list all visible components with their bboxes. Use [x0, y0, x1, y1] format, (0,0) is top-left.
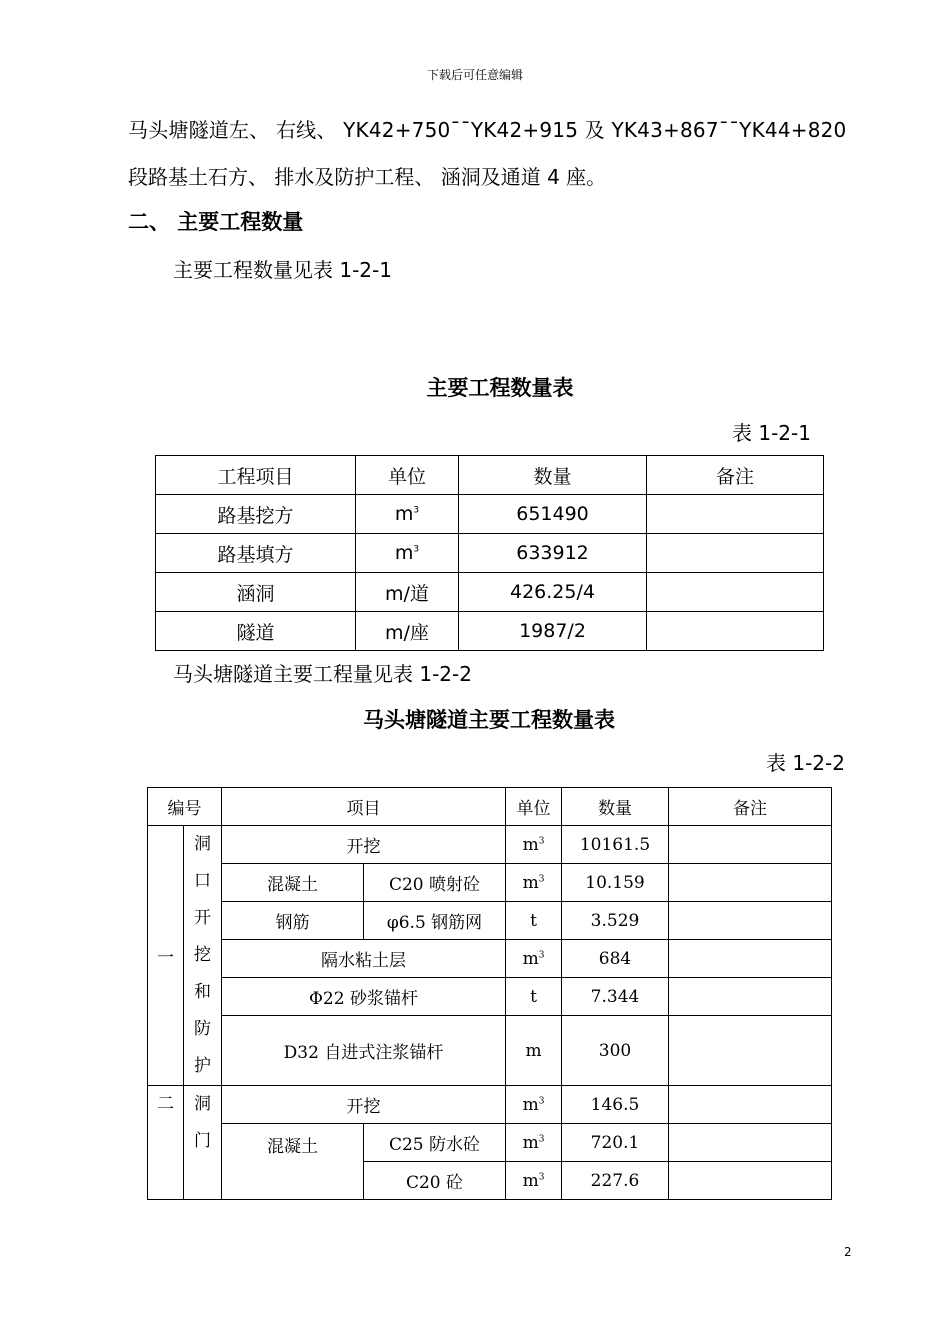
table-row [148, 940, 832, 978]
table-row [156, 612, 824, 651]
item-cell: Φ22 砂浆锚杆 [222, 978, 506, 1016]
group-number-cell: 二 [148, 1086, 184, 1200]
qty-cell: 227.6 [562, 1162, 669, 1200]
qty-cell: 10161.5 [562, 826, 669, 864]
header-cell: 单位 [356, 456, 459, 495]
item-cell: 开挖 [222, 826, 506, 864]
item-cell: D32 自进式注浆锚杆 [222, 1016, 506, 1086]
unit-cell: $m^3$ [506, 864, 562, 902]
page-header: 下载后可任意编辑 [426, 68, 523, 82]
qty-cell: 720.1 [562, 1124, 669, 1162]
note-cell [647, 612, 824, 651]
item-cell: 路基挖方 [156, 495, 356, 534]
table-row [156, 534, 824, 573]
table-row [156, 573, 824, 612]
item-cell: 混凝土 [222, 864, 364, 902]
note-cell [669, 1016, 832, 1086]
page-number: 2 [844, 1245, 852, 1259]
unit-cell: t [506, 978, 562, 1016]
header-cell: 备注 [669, 788, 832, 826]
header-cell: 数量 [459, 456, 647, 495]
sub-item-cell: C25 防水砼 [364, 1124, 506, 1162]
unit-cell: m/座 [356, 612, 459, 651]
table-row [148, 902, 832, 940]
table1-title: 主要工程数量表 [426, 376, 574, 400]
section-heading: 二、 主要工程数量 [128, 210, 304, 234]
item-cell: 隔水粘土层 [222, 940, 506, 978]
item-cell: 混凝土 [222, 1124, 364, 1200]
table2-title: 马头塘隧道主要工程数量表 [363, 708, 615, 732]
unit-cell: m [506, 1016, 562, 1086]
table-row [156, 495, 824, 534]
qty-cell: 7.344 [562, 978, 669, 1016]
table-row [148, 864, 832, 902]
qty-cell: 426.25/4 [459, 573, 647, 612]
main-quantities-table [155, 455, 824, 651]
body-paragraph-2: 段路基土石方、 排水及防护工程、 涵洞及通道 4 座。 [128, 165, 607, 189]
header-cell: 工程项目 [156, 456, 356, 495]
note-cell [669, 826, 832, 864]
item-cell: 钢筋 [222, 902, 364, 940]
note-cell [647, 495, 824, 534]
note-cell [669, 978, 832, 1016]
sub-item-cell: φ6.5 钢筋网 [364, 902, 506, 940]
qty-cell: 10.159 [562, 864, 669, 902]
table2-label: 表 1-2-2 [766, 751, 845, 775]
note-cell [669, 902, 832, 940]
unit-cell: $m^3$ [356, 495, 459, 534]
group-name-cell: 洞 门 [184, 1086, 222, 1200]
body-paragraph-1: 马头塘隧道左、 右线、 YK42+750¯¯YK42+915 及 YK43+867¯¯YK44+820 [128, 118, 847, 142]
group-name-cell: 洞 口 开 挖 和 防 护 [184, 826, 222, 1086]
table-row [148, 1016, 832, 1048]
table-row [148, 1124, 832, 1162]
header-cell: 单位 [506, 788, 562, 826]
qty-cell: 1987/2 [459, 612, 647, 651]
header-cell: 项目 [222, 788, 506, 826]
qty-cell: 633912 [459, 534, 647, 573]
item-cell: 开挖 [222, 1086, 506, 1124]
header-cell: 编号 [148, 788, 222, 826]
item-cell: 路基填方 [156, 534, 356, 573]
unit-cell: m/道 [356, 573, 459, 612]
note-cell [647, 534, 824, 573]
table-row [148, 826, 832, 864]
sub-item-cell: C20 喷射砼 [364, 864, 506, 902]
note-cell [669, 1086, 832, 1124]
unit-cell: t [506, 902, 562, 940]
table-header-row [148, 788, 832, 826]
table-row [148, 1086, 832, 1124]
header-cell: 数量 [562, 788, 669, 826]
tunnel-quantities-table [147, 787, 832, 1200]
note-cell [669, 1124, 832, 1162]
qty-cell: 651490 [459, 495, 647, 534]
qty-cell: 300 [562, 1016, 669, 1086]
note-cell [669, 864, 832, 902]
unit-cell: $m^3$ [506, 1124, 562, 1162]
table-row [148, 978, 832, 1016]
note-cell [669, 1162, 832, 1200]
body-paragraph-4: 马头塘隧道主要工程量见表 1-2-2 [173, 662, 472, 686]
unit-cell: $m^3$ [356, 534, 459, 573]
table-header-row [156, 456, 824, 495]
table1-label: 表 1-2-1 [732, 421, 811, 445]
item-cell: 涵洞 [156, 573, 356, 612]
qty-cell: 684 [562, 940, 669, 978]
header-cell: 备注 [647, 456, 824, 495]
unit-cell: $m^3$ [506, 940, 562, 978]
note-cell [647, 573, 824, 612]
unit-cell: $m^3$ [506, 826, 562, 864]
note-cell [669, 940, 832, 978]
sub-item-cell: C20 砼 [364, 1162, 506, 1200]
qty-cell: 3.529 [562, 902, 669, 940]
body-paragraph-3: 主要工程数量见表 1-2-1 [173, 258, 392, 282]
group-number-cell: 一 [148, 826, 184, 1086]
qty-cell: 146.5 [562, 1086, 669, 1124]
unit-cell: $m^3$ [506, 1162, 562, 1200]
item-cell: 隧道 [156, 612, 356, 651]
unit-cell: $m^3$ [506, 1086, 562, 1124]
